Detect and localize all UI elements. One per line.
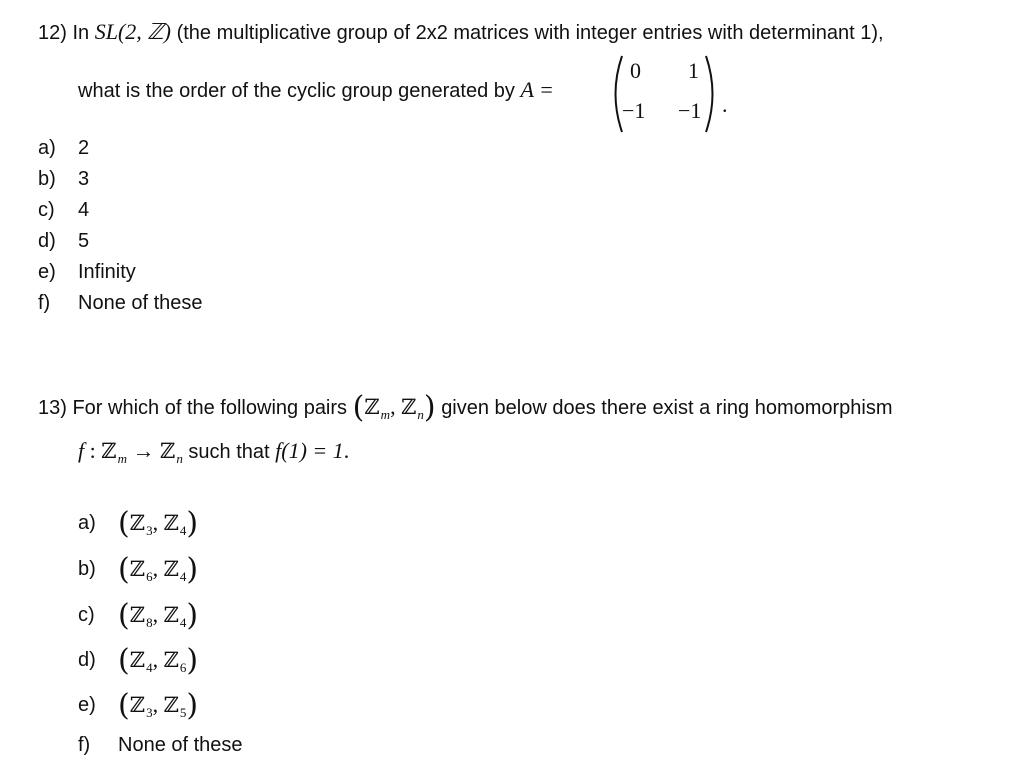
condition-period: . [343, 438, 350, 463]
option-text: 5 [78, 230, 90, 252]
option-label: f) [38, 292, 51, 314]
matrix-a22: −1 [678, 98, 702, 123]
question-13-text-start: For which of the following pairs [72, 397, 348, 419]
question-13-line-1 [38, 392, 893, 430]
option-label: e) [78, 694, 96, 716]
option-label: b) [38, 168, 56, 190]
map-sub-m: m [117, 451, 127, 466]
option-text: 4 [78, 199, 90, 221]
pair-notation: (ℤ$_m$, ℤ$_n$) [352, 390, 436, 425]
map-arrow: → [126, 438, 160, 463]
option-pair: (ℤ$_6$, ℤ$_4$) [118, 552, 199, 587]
matrix-a12: 1 [688, 58, 699, 83]
option-label: f) [78, 734, 91, 756]
option-pair: (ℤ$_4$, ℤ$_6$) [118, 643, 199, 678]
question-12-text: (the multiplicative group of 2x2 matrices with integer entries with determinant 1), [176, 22, 884, 44]
question-13-text-end: given below does there exist a ring homomorphism [441, 397, 893, 419]
question-13-number: 13) [38, 397, 67, 419]
option-label: a) [78, 512, 96, 534]
option-label: d) [38, 230, 56, 252]
question-12-sl2z: SL(2, ℤ) [94, 19, 171, 44]
option-text: None of these [118, 734, 243, 756]
map-notation: f : ℤ$_m$ → ℤ$_n$ [78, 438, 183, 466]
option-label: c) [78, 604, 95, 626]
option-pair: (ℤ$_8$, ℤ$_4$) [118, 598, 199, 633]
question-12-number: 12) [38, 22, 67, 44]
matrix-period: . [722, 92, 728, 117]
option-text: 2 [78, 137, 90, 159]
question-12-line-1 [38, 20, 884, 45]
question-13-line-2 [78, 436, 349, 474]
pair-sub-m: m [380, 407, 391, 422]
option-label: a) [38, 137, 56, 159]
such-that-text: such that [188, 441, 270, 463]
question-12-text-line-2: what is the order of the cyclic group generated by [78, 80, 515, 102]
matrix-lhs: A = [520, 77, 554, 102]
option-pair: (ℤ$_3$, ℤ$_4$) [118, 506, 199, 541]
question-12-line-2 [78, 78, 554, 103]
question-12-in: In [72, 22, 90, 44]
map-f: f [78, 438, 85, 463]
option-pair: (ℤ$_3$, ℤ$_5$) [118, 688, 199, 723]
option-label: c) [38, 199, 55, 221]
map-colon: : [84, 438, 102, 463]
option-label: b) [78, 558, 96, 580]
matrix-a [608, 54, 738, 134]
option-text: Infinity [78, 261, 136, 283]
map-sub-n: n [176, 451, 183, 466]
option-text: None of these [78, 292, 203, 314]
matrix-a21: −1 [622, 98, 646, 123]
pair-sub-n: n [417, 407, 424, 422]
option-text: 3 [78, 168, 90, 190]
option-label: e) [38, 261, 56, 283]
matrix-right-paren [704, 54, 720, 134]
matrix-a11: 0 [630, 58, 641, 83]
option-label: d) [78, 649, 96, 671]
condition: f(1) = 1 [275, 438, 344, 463]
